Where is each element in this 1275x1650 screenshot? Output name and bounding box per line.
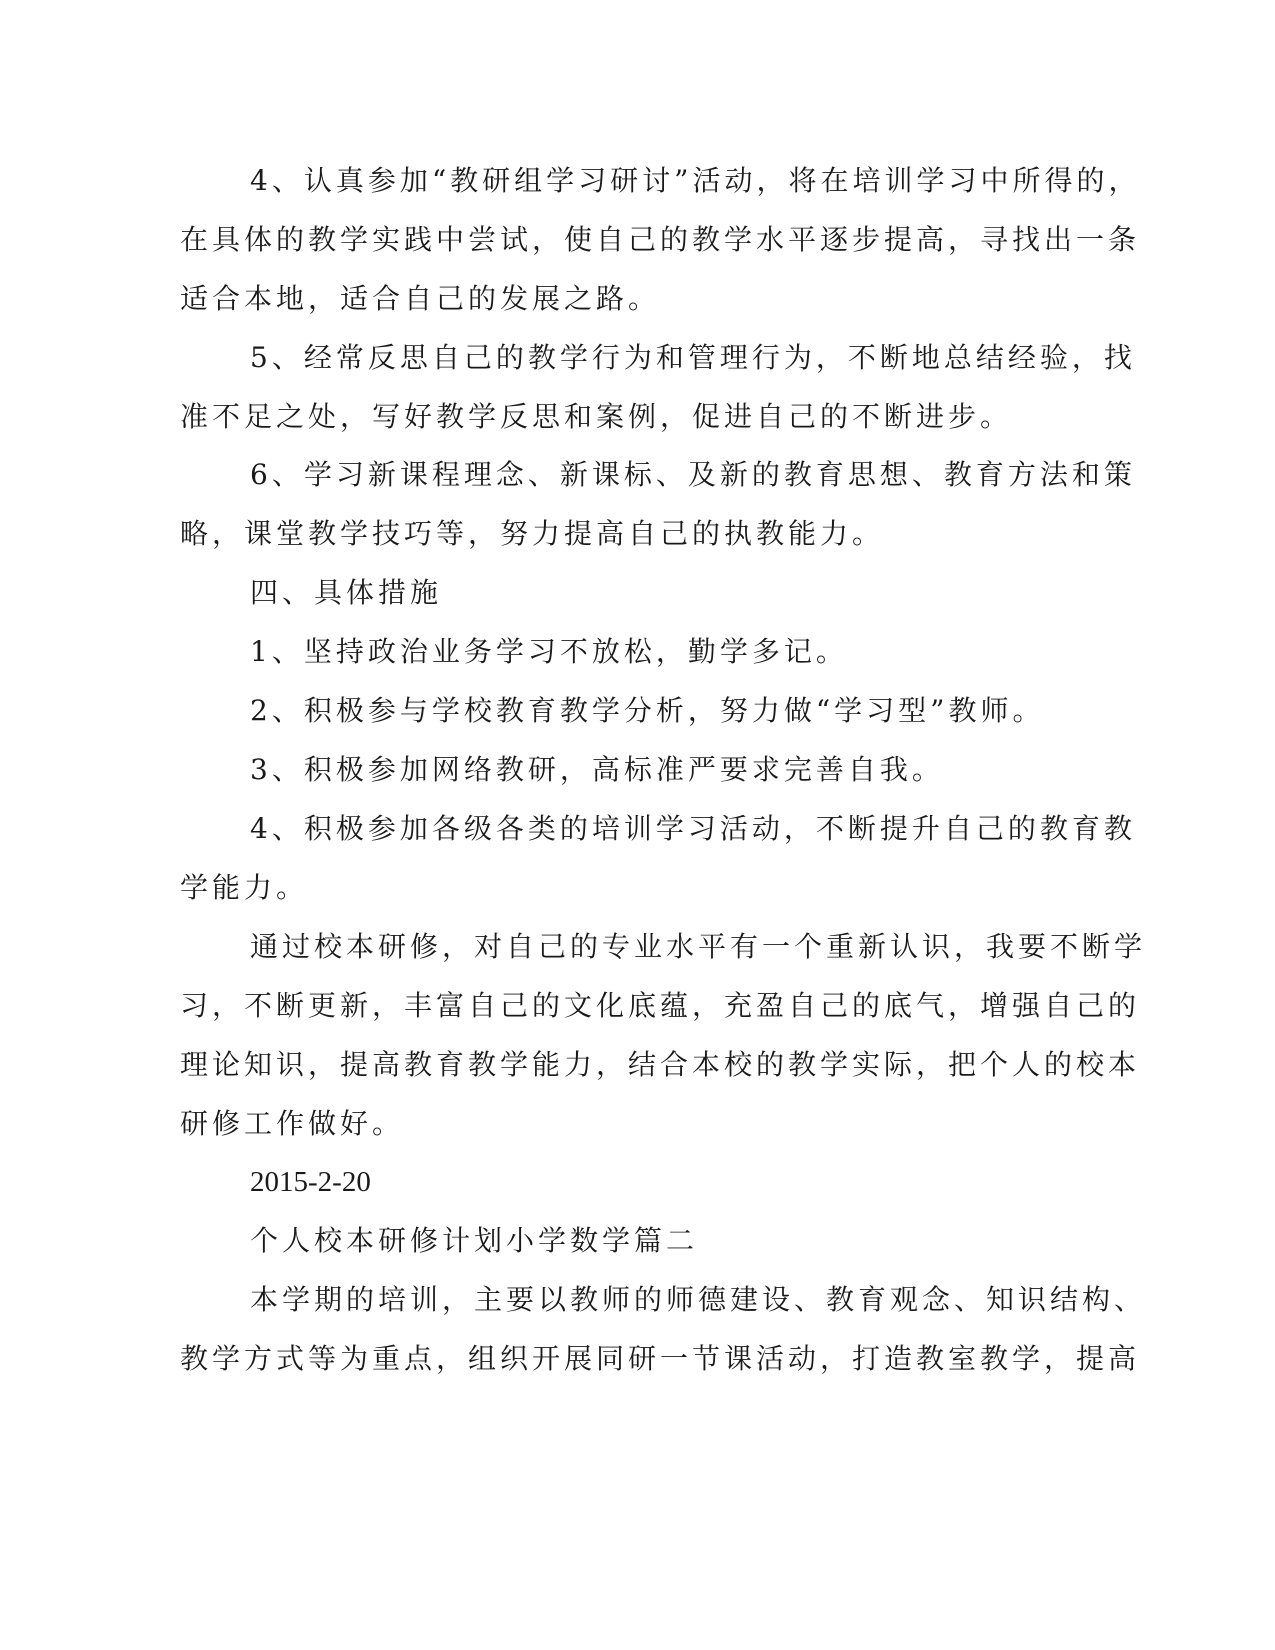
text-line: 5、经常反思自己的教学行为和管理行为，不断地总结经验，找 (250, 341, 1136, 374)
text-line: 6、学习新课程理念、新课标、及新的教育思想、教育方法和策 (250, 458, 1136, 491)
text-line: 2、积极参与学校教育教学分析，努力做“学习型”教师。 (250, 694, 1045, 727)
date-line: 2015-2-20 (250, 1166, 371, 1198)
text-line: 教学方式等为重点，组织开展同研一节课活动，打造教室教学，提高 (180, 1342, 1141, 1375)
text-line: 本学期的培训，主要以教师的师德建设、教育观念、知识结构、 (250, 1283, 1147, 1316)
text-line: 理论知识，提高教育教学能力，结合本校的教学实际，把个人的校本 (180, 1048, 1141, 1081)
text-line: 准不足之处，写好教学反思和案例，促进自己的不断进步。 (180, 400, 1013, 433)
text-line: 通过校本研修，对自己的专业水平有一个重新认识，我要不断学 (250, 930, 1147, 963)
text-line: 习，不断更新，丰富自己的文化底蕴，充盈自己的底气，增强自己的 (180, 989, 1141, 1022)
text-line: 4、积极参加各级各类的培训学习活动，不断提升自己的教育教 (250, 812, 1136, 845)
text-line: 研修工作做好。 (180, 1107, 405, 1140)
text-line: 在具体的教学实践中尝试，使自己的教学水平逐步提高，寻找出一条 (180, 223, 1141, 256)
section-heading: 四、具体措施 (250, 576, 443, 609)
text-line: 1、坚持政治业务学习不放松，勤学多记。 (250, 635, 848, 668)
text-line: 适合本地，适合自己的发展之路。 (180, 282, 661, 315)
section-title: 个人校本研修计划小学数学篇二 (250, 1224, 699, 1257)
text-line: 学能力。 (180, 871, 309, 904)
text-line: 4、认真参加“教研组学习研讨”活动，将在培训学习中所得的， (250, 164, 1141, 197)
text-line: 略，课堂教学技巧等，努力提高自己的执教能力。 (180, 517, 885, 550)
text-line: 3、积极参加网络教研，高标准严要求完善自我。 (250, 753, 944, 786)
